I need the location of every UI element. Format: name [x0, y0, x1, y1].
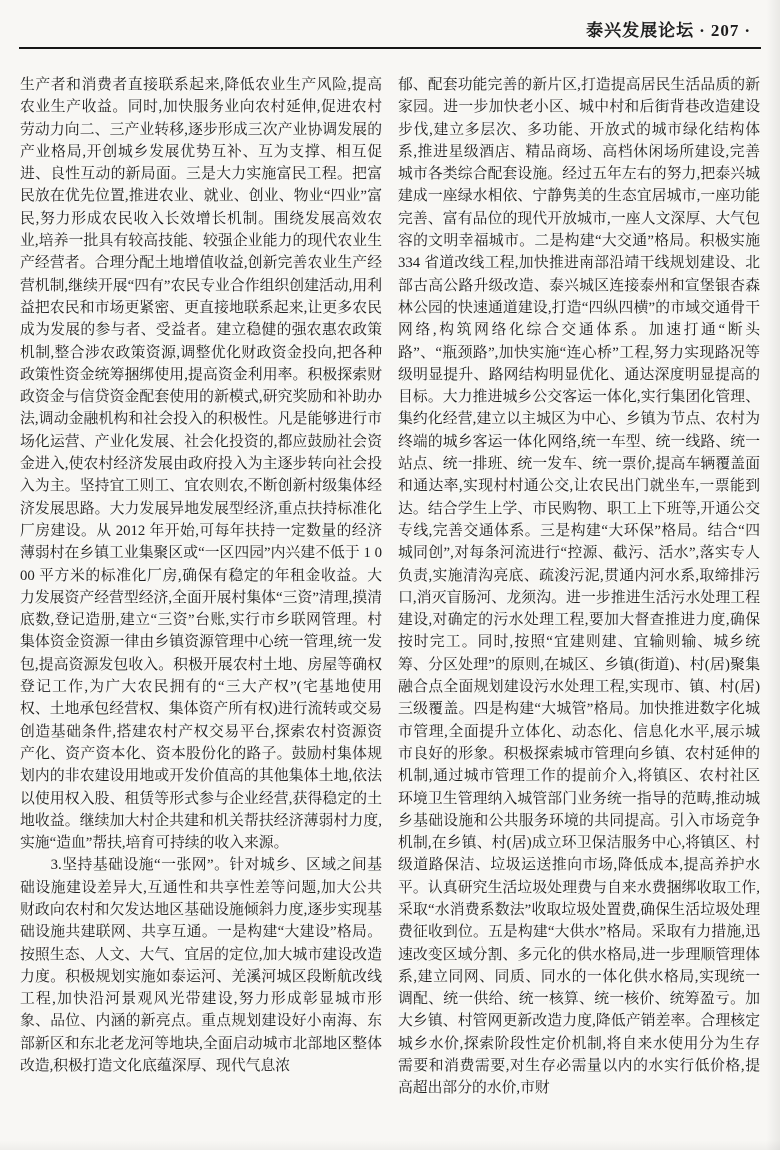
text-columns	[20, 74, 760, 1124]
page-number: 207	[710, 21, 740, 40]
left-column	[20, 74, 382, 1124]
header-dot: ·	[744, 21, 751, 40]
header-rule-divider	[19, 47, 761, 49]
body-paragraph: 3.坚持基础设施“一张网”。针对城乡、区域之间基础设施建设差异大,互通性和共享性差等问题,加大公共财政向农村和欠发达地区基础设施倾斜力度,逐步实现基础设施共建联网、共享互通。一是构建“大建设”格局。按照生态、人文、大气、宜居的定位,加大城市建设改造力度。积极规划实施如泰运河、羌溪河城区段断航改线工程,加快沿河景观风光带建设,努力形成彰显城市形象、品位、内涵的新亮点。重点规划建设好小南海、东部新区和东北老龙河等地块,全面启动城市北部地区整体改造,积极打造文化底蕴深厚、现代气息浓	[20, 857, 382, 1075]
header-dot: ·	[699, 21, 706, 40]
running-head	[586, 16, 756, 41]
journal-title: 泰兴发展论坛	[586, 21, 695, 40]
right-column	[398, 74, 760, 1124]
body-paragraph: 郁、配套功能完善的新片区,打造提高居民生活品质的新家园。进一步加快老小区、城中村和后街背巷改造建设步伐,建立多层次、多功能、开放式的城市绿化结构体系,推进星级酒店、精品商场、高档休闲场所建设,完善城市各类综合配套设施。经过五年左右的努力,把泰兴城建成一座绿水相依、宁静隽美的生态宜居城市,一座功能完善、富有品位的现代开放城市,一座人文深厚、大气包容的文明幸福城市。二是构建“大交通”格局。积极实施 334 省道改线工程,加快推进南部沿靖干线规划建设、北部古高公路升级改造、泰兴城区连接泰州和宣堡银杏森林公园的快速通道建设,打造“四纵四横”的市域交通骨干网络,构筑网络化综合交通体系。加速打通“断头路”、“瓶颈路”,加快实施“连心桥”工程,努力实现路况等级明显提升、路网结构明显优化、通达深度明显提高的目标。大力推进城乡公交客运一体化,实行集团化管理、集约化经营,建立以主城区为中心、乡镇为节点、农村为终端的城乡客运一体化网络,统一车型、统一线路、统一站点、统一排班、统一发车、统一票价,提高车辆覆盖面和通达率,实现村村通公交,让农民出门就坐车,一票能到达。结合学生上学、市民购物、职工上下班等,开通公交专线,完善交通体系。三是构建“大环保”格局。结合“四城同创”,对每条河流进行“控源、截污、活水”,落实专人负责,实施清沟亮底、疏浚污泥,贯通内河水系,取缔排污口,消灭盲肠河、龙须沟。进一步推进生活污水处理工程建设,对确定的污水处理工程,要加大督查推进力度,确保按时完工。同时,按照“宜建则建、宜输则输、城乡统筹、分区处理”的原则,在城区、乡镇(街道)、村(居)聚集融合点全面规划建设污水处理工程,实现市、镇、村(居)三级覆盖。四是构建“大城管”格局。加快推进数字化城市管理,全面提升立体化、动态化、信息化水平,展示城市良好的形象。积极探索城市管理向乡镇、农村延伸的机制,通过城市管理工作的提前介入,将镇区、农村社区环境卫生管理纳入城管部门业务统一指导的范畴,推动城乡基础设施和公共服务环境的共同提高。引入市场竞争机制,在乡镇、村(居)成立环卫保洁服务中心,将镇区、村级道路保洁、垃圾运送推向市场,降低成本,提高养护水平。认真研究生活垃圾处理费与自来水费捆绑收取工作,采取“水消费系数法”收取垃圾处置费,确保生活垃圾处理费征收到位。五是构建“大供水”格局。采取有力措施,迅速改变区域分割、多元化的供水格局,进一步理顺管理体系,建立同网、同质、同水的一体化供水格局,实现统一调配、统一供给、统一核算、统一核价、统筹盈亏。加大乡镇、村管网更新改造力度,降低产销差率。合理核定城乡水价,探索阶段性定价机制,将自来水使用分为生存需要和消费需要,对生存必需量以内的水实行低价格,提高超出部分的水价,市财	[398, 77, 760, 1097]
body-paragraph: 生产者和消费者直接联系起来,降低农业生产风险,提高农业生产收益。同时,加快服务业向农村延伸,促进农村劳动力向二、三产业转移,逐步形成三次产业协调发展的产业格局,开创城乡发展优势互补、互为支撑、相互促进、良性互动的新局面。三是大力实施富民工程。把富民放在优先位置,推进农业、就业、创业、物业“四业”富民,努力形成农民收入长效增长机制。围绕发展高效农业,培养一批具有较高技能、较强企业能力的现代农业生产经营者。合理分配土地增值收益,创新完善农业生产经营机制,继续开展“四有”农民专业合作组织创建活动,用利益把农民和市场更紧密、更直接地联系起来,让更多农民成为发展的参与者、受益者。建立稳健的强农惠农政策机制,整合涉农政策资源,调整优化财政资金投向,把各种政策性资金统筹捆绑使用,提高资金利用率。积极探索财政资金与信贷资金配套使用的新模式,研究奖励和补助办法,调动金融机构和社会投入的积极性。凡是能够进行市场化运营、产业化发展、社会化投资的,都应鼓励社会资金进入,使农村经济发展由政府投入为主逐步转向社会投入为主。坚持宜工则工、宜农则农,不断创新村级集体经济发展思路。大力发展异地发展型经济,重点扶持标准化厂房建设。从 2012 年开始,可每年扶持一定数量的经济薄弱村在乡镇工业集聚区或“一区四园”内兴建不低于 1 000 平方米的标准化厂房,确保有稳定的年租金收益。大力发展资产经营型经济,全面开展村集体“三资”清理,摸清底数,登记造册,建立“三资”台账,实行市乡联网管理。村集体资金资源一律由乡镇资源管理中心统一管理,统一发包,提高资源发包收入。积极开展农村土地、房屋等确权登记工作,为广大农民拥有的“三大产权”(宅基地使用权、土地承包经营权、集体资产所有权)进行流转或交易创造基础条件,搭建农村产权交易平台,探索农村资源资产化、资产资本化、资本股份化的路子。鼓励村集体规划内的非农建设用地或开发价值高的其他集体土地,依法以使用权入股、租赁等形式参与企业经营,获得稳定的土地收益。继续加大村企共建和机关帮扶经济薄弱村力度,实施“造血”帮扶,培育可持续的收入来源。	[20, 77, 382, 852]
